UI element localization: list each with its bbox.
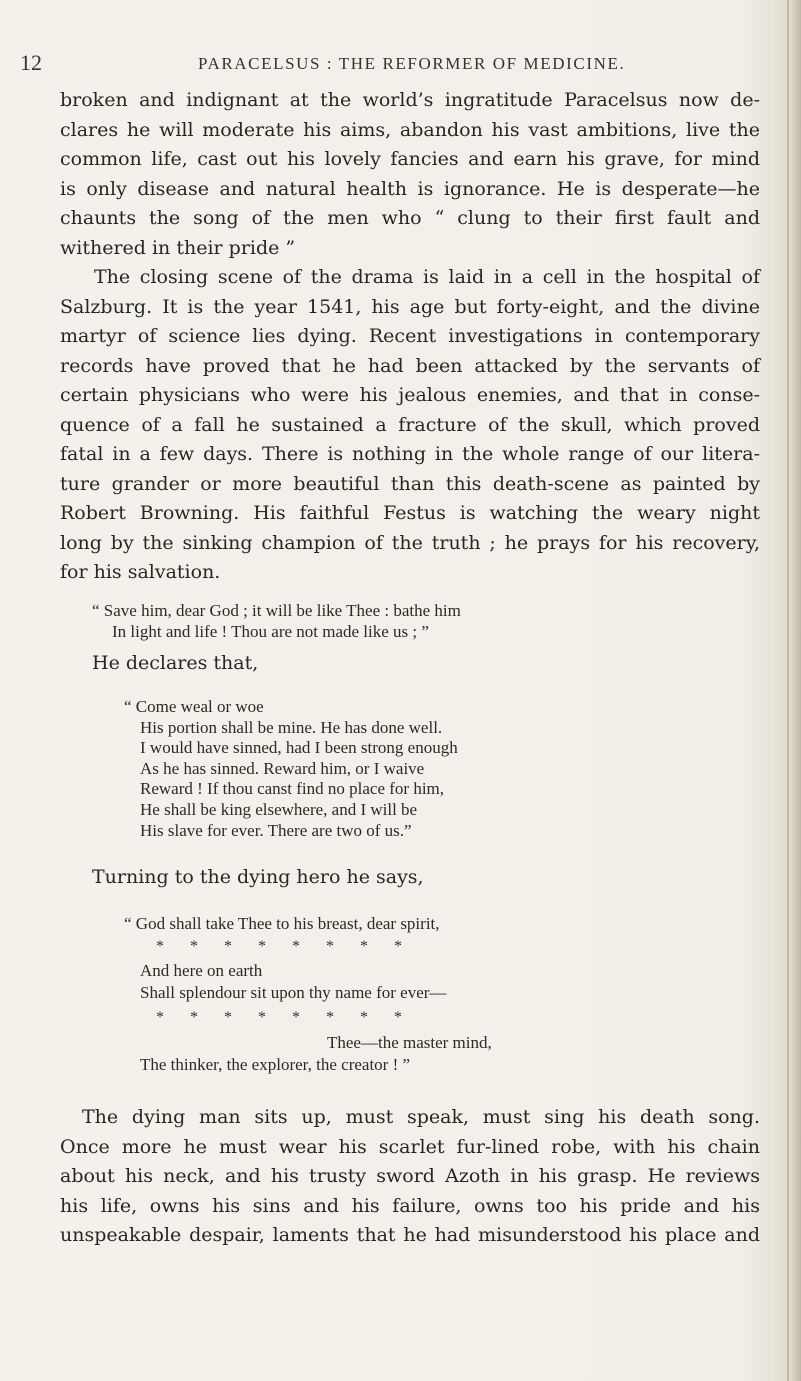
verse-quote-3-line-2: And here on earth — [140, 961, 263, 980]
lead-in-1: He declares that, — [92, 652, 259, 674]
text-line: chaunts the song of the men who “ clung to their first fault and — [60, 207, 760, 229]
text-line: The dying man sits up, must speak, must sing his death song. — [82, 1106, 760, 1128]
verse-line: As he has sinned. Reward him, or I waive — [140, 758, 425, 778]
verse-line: I would have sinned, had I been strong enough — [140, 738, 458, 758]
verse-quote-3-line-1: “ God shall take Thee to his breast, dear spirit, — [124, 914, 440, 933]
verse-line: He shall be king elsewhere, and I will be — [140, 799, 418, 819]
page-edge-shadow — [787, 0, 801, 1381]
verse-line: His portion shall be mine. He has done well. — [140, 717, 443, 737]
page-binding-line — [787, 0, 789, 1381]
asterisk: * — [156, 938, 164, 955]
asterism-1 — [156, 938, 428, 956]
text-line: Robert Browning. His faithful Festus is watching the weary night — [60, 502, 760, 524]
asterisk: * — [224, 938, 232, 955]
paragraph-1 — [60, 86, 760, 263]
text-line: unspeakable despair, laments that he had misunderstood his place and — [60, 1224, 760, 1246]
verse-line: In light and life ! Thou are not made like us ; ” — [112, 621, 429, 641]
verse-quote-3-line-3: Shall splendour sit upon thy name for ever— — [140, 983, 447, 1002]
text-line: his life, owns his sins and his failure, owns too his pride and his — [60, 1194, 760, 1217]
asterisk: * — [394, 938, 402, 955]
text-line: ture grander or more beautiful than this death-scene as painted by — [60, 472, 760, 495]
page-number: 12 — [20, 50, 42, 75]
lead-in-2: Turning to the dying hero he says, — [92, 866, 424, 888]
verse-line: “ Save him, dear God ; it will be like Thee : bathe him — [92, 601, 461, 620]
text-line: withered in their pride ” — [60, 236, 296, 259]
verse-quote-3-line-5: The thinker, the explorer, the creator ! ” — [140, 1055, 411, 1074]
text-line: long by the sinking champion of the truth ; he prays for his recovery, — [60, 531, 760, 554]
asterisk: * — [224, 1009, 232, 1026]
asterisk: * — [190, 1009, 198, 1026]
paragraph-3 — [60, 1103, 760, 1251]
asterisk: * — [156, 1009, 164, 1026]
text-line: common life, cast out his lovely fancies and earn his grave, for mind — [60, 148, 760, 170]
text-line: records have proved that he had been attacked by the servants of — [60, 354, 760, 377]
asterisk: * — [360, 938, 368, 955]
asterisk: * — [190, 938, 198, 955]
running-head-title: PARACELSUS : THE REFORMER OF MEDICINE. — [198, 54, 626, 73]
verse-quote-3-line-4: Thee—the master mind, — [327, 1033, 492, 1052]
verse-line: “ Come weal or woe — [124, 697, 264, 716]
asterisk: * — [360, 1009, 368, 1026]
text-line: for his salvation. — [60, 561, 221, 583]
verse-quote-1 — [92, 601, 461, 642]
asterisk: * — [258, 938, 266, 955]
asterisk: * — [258, 1009, 266, 1026]
text-line: broken and indignant at the world’s ingratitude Paracelsus now de- — [60, 89, 760, 111]
verse-line: His slave for ever. There are two of us.” — [140, 820, 412, 840]
asterisk: * — [394, 1009, 402, 1026]
paragraph-2 — [60, 263, 760, 588]
asterism-2 — [156, 1009, 428, 1027]
text-line: about his neck, and his trusty sword Azoth in his grasp. He reviews — [60, 1165, 760, 1187]
text-line: martyr of science lies dying. Recent investigations in contemporary — [60, 325, 760, 347]
text-line: clares he will moderate his aims, abandon his vast ambitions, live the — [60, 118, 760, 141]
running-head — [20, 50, 780, 80]
asterisk: * — [326, 1009, 334, 1026]
asterisk: * — [326, 938, 334, 955]
text-line: The closing scene of the drama is laid in a cell in the hospital of — [94, 266, 760, 288]
text-line: quence of a fall he sustained a fracture of the skull, which proved — [60, 413, 760, 436]
asterisk: * — [292, 938, 300, 955]
asterisk: * — [292, 1009, 300, 1026]
verse-line: Reward ! If thou canst find no place for him, — [140, 779, 445, 799]
text-line: fatal in a few days. There is nothing in the whole range of our litera- — [60, 443, 760, 465]
text-line: certain physicians who were his jealous enemies, and that in conse- — [60, 384, 760, 406]
text-line: is only disease and natural health is ignorance. He is desperate—he — [60, 177, 760, 200]
text-line: Salzburg. It is the year 1541, his age but forty-eight, and the divine — [60, 295, 760, 318]
text-line: Once more he must wear his scarlet fur-lined robe, with his chain — [60, 1135, 760, 1158]
verse-quote-2 — [124, 697, 458, 841]
